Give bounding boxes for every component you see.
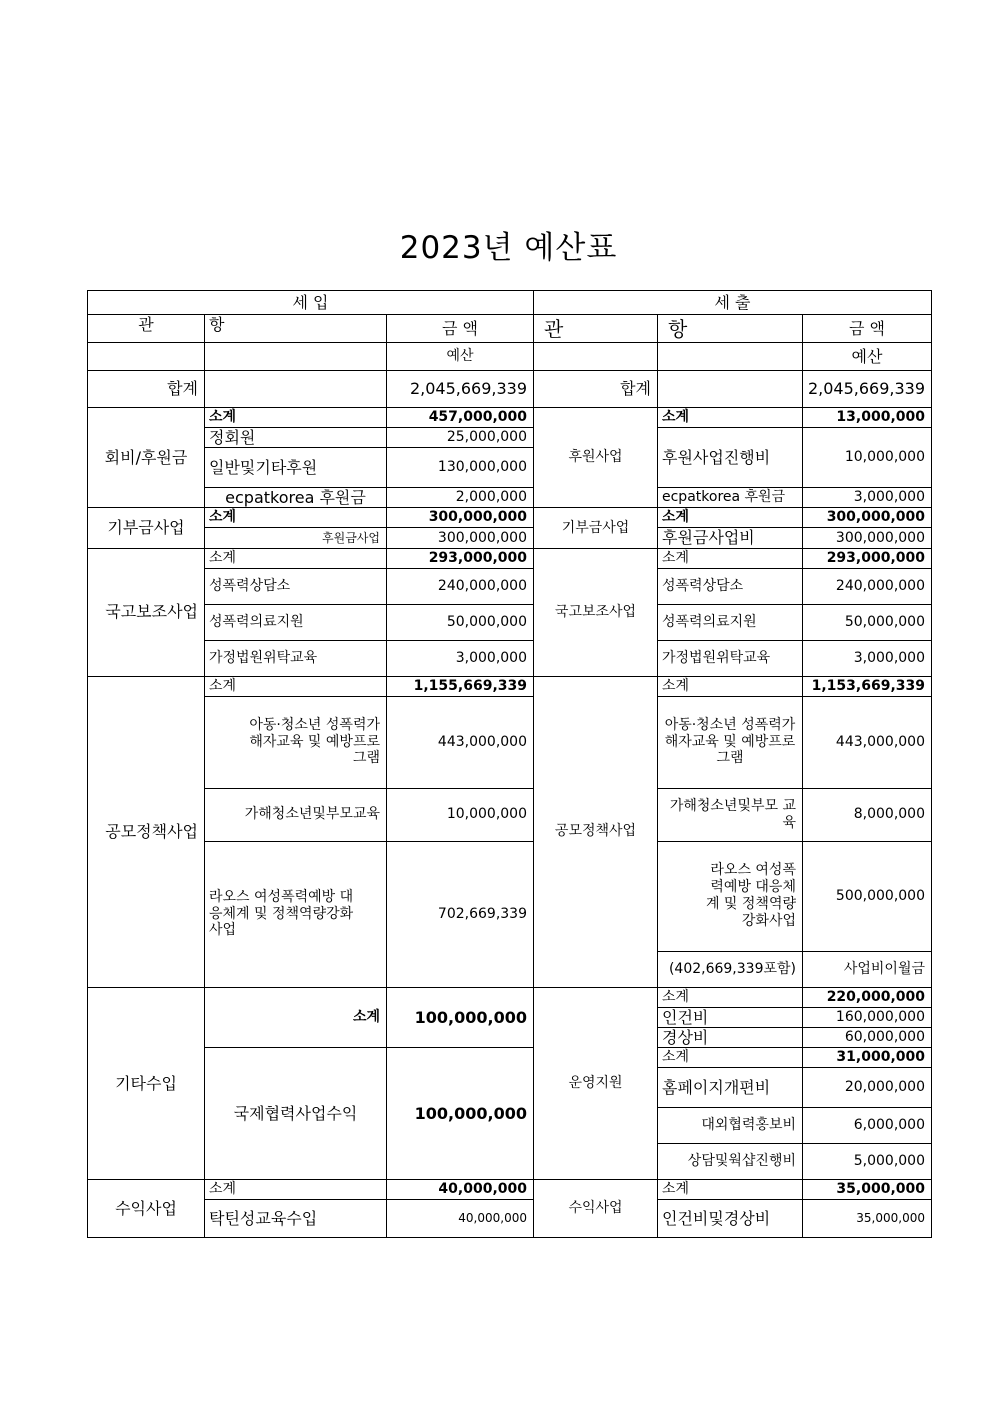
income-hang: ecpatkorea 후원금	[205, 488, 387, 508]
income-amount: 130,000,000	[387, 448, 534, 488]
income-amount: 293,000,000	[387, 548, 534, 568]
income-amount: 100,000,000	[387, 1047, 534, 1179]
expense-amount: 6,000,000	[803, 1107, 932, 1143]
income-hang: 후원금사업	[205, 528, 387, 548]
expense-note: (402,669,339포함)	[658, 951, 803, 987]
income-amount: 25,000,000	[387, 428, 534, 448]
income-amount: 40,000,000	[387, 1179, 534, 1199]
expense-hang: 대외협력홍보비	[658, 1107, 803, 1143]
expense-note: 사업비이월금	[803, 951, 932, 987]
income-hang: 가해청소년및부모교육	[205, 788, 387, 841]
col-gwan-header: 관	[88, 315, 205, 343]
expense-amount: 443,000,000	[803, 696, 932, 788]
col-amount2-header: 금 액	[803, 315, 932, 343]
expense-hang: 소계	[658, 1047, 803, 1067]
expense-hang: 소계	[658, 676, 803, 696]
income-gwan: 공모정책사업	[88, 676, 205, 987]
total-income-amount: 2,045,669,339	[387, 371, 534, 408]
income-amount: 457,000,000	[387, 408, 534, 428]
expense-header: 세 출	[534, 291, 932, 315]
empty-cell	[205, 343, 387, 371]
expense-amount: 5,000,000	[803, 1143, 932, 1179]
total-label: 합계	[534, 371, 658, 408]
expense-amount: 160,000,000	[803, 1007, 932, 1027]
total-label: 합계	[88, 371, 205, 408]
expense-amount: 8,000,000	[803, 788, 932, 841]
income-hang: 아동·청소년 성폭력가해자교육 및 예방프로그램	[205, 696, 387, 788]
income-gwan: 기타수입	[88, 987, 205, 1179]
income-hang: 정회원	[205, 428, 387, 448]
expense-amount: 1,153,669,339	[803, 676, 932, 696]
expense-hang: 소계	[658, 408, 803, 428]
expense-amount: 60,000,000	[803, 1027, 932, 1047]
expense-amount: 35,000,000	[803, 1199, 932, 1237]
expense-amount: 300,000,000	[803, 508, 932, 528]
income-hang: 일반및기타후원	[205, 448, 387, 488]
col-gwan2-header: 관	[534, 315, 658, 343]
expense-hang: 인건비및경상비	[658, 1199, 803, 1237]
expense-hang: ecpatkorea 후원금	[658, 488, 803, 508]
expense-hang: 소계	[658, 508, 803, 528]
expense-hang: 성폭력상담소	[658, 568, 803, 604]
income-gwan: 회비/후원금	[88, 408, 205, 508]
income-amount: 702,669,339	[387, 841, 534, 987]
expense-gwan: 기부금사업	[534, 508, 658, 548]
expense-amount: 300,000,000	[803, 528, 932, 548]
col-hang-header: 항	[205, 315, 387, 343]
expense-amount: 3,000,000	[803, 640, 932, 676]
income-hang: 소계	[205, 548, 387, 568]
income-hang: 소계	[205, 1179, 387, 1199]
expense-hang: 홈페이지개편비	[658, 1067, 803, 1107]
empty-cell	[658, 343, 803, 371]
income-amount: 100,000,000	[387, 987, 534, 1047]
expense-amount: 20,000,000	[803, 1067, 932, 1107]
income-amount: 300,000,000	[387, 528, 534, 548]
expense-hang: 상담및웍샵진행비	[658, 1143, 803, 1179]
expense-hang: 가정법원위탁교육	[658, 640, 803, 676]
expense-hang: 아동·청소년 성폭력가해자교육 및 예방프로그램	[658, 696, 803, 788]
col-hang2-header: 항	[658, 315, 803, 343]
empty-cell	[205, 371, 387, 408]
expense-hang: 소계	[658, 987, 803, 1007]
expense-hang: 후원사업진행비	[658, 428, 803, 488]
income-hang: 성폭력의료지원	[205, 604, 387, 640]
total-expense-amount: 2,045,669,339	[803, 371, 932, 408]
income-amount: 1,155,669,339	[387, 676, 534, 696]
expense-amount: 31,000,000	[803, 1047, 932, 1067]
income-hang: 소계	[205, 508, 387, 528]
expense-amount: 3,000,000	[803, 488, 932, 508]
income-hang: 라오스 여성폭력예방 대응체계 및 정책역량강화사업	[205, 841, 387, 987]
budget-table	[87, 290, 932, 1238]
expense-amount: 240,000,000	[803, 568, 932, 604]
expense-hang: 가해청소년및부모 교육	[658, 788, 803, 841]
income-hang: 소계	[205, 676, 387, 696]
income-amount: 50,000,000	[387, 604, 534, 640]
income-amount: 240,000,000	[387, 568, 534, 604]
empty-cell	[658, 371, 803, 408]
empty-cell	[534, 343, 658, 371]
income-gwan: 수익사업	[88, 1179, 205, 1237]
col-amount-header: 금 액	[387, 315, 534, 343]
expense-hang: 인건비	[658, 1007, 803, 1027]
income-amount: 2,000,000	[387, 488, 534, 508]
income-gwan: 국고보조사업	[88, 548, 205, 676]
income-amount: 3,000,000	[387, 640, 534, 676]
expense-gwan: 국고보조사업	[534, 548, 658, 676]
expense-amount: 10,000,000	[803, 428, 932, 488]
expense-gwan: 후원사업	[534, 408, 658, 508]
income-hang: 탁틴성교육수입	[205, 1199, 387, 1237]
income-hang: 소계	[205, 987, 387, 1047]
expense-amount: 50,000,000	[803, 604, 932, 640]
income-amount: 443,000,000	[387, 696, 534, 788]
income-hang: 가정법원위탁교육	[205, 640, 387, 676]
expense-hang: 성폭력의료지원	[658, 604, 803, 640]
income-hang: 성폭력상담소	[205, 568, 387, 604]
expense-hang: 후원금사업비	[658, 528, 803, 548]
income-hang: 국제협력사업수익	[205, 1047, 387, 1179]
budget-header: 예산	[803, 343, 932, 371]
income-header: 세 입	[88, 291, 534, 315]
expense-gwan: 공모정책사업	[534, 676, 658, 987]
expense-gwan: 수익사업	[534, 1179, 658, 1237]
expense-amount: 13,000,000	[803, 408, 932, 428]
expense-amount: 500,000,000	[803, 841, 932, 951]
expense-gwan: 운영지원	[534, 987, 658, 1179]
expense-hang: 소계	[658, 1179, 803, 1199]
income-hang: 소계	[205, 408, 387, 428]
income-amount: 40,000,000	[387, 1199, 534, 1237]
expense-amount: 35,000,000	[803, 1179, 932, 1199]
empty-cell	[88, 343, 205, 371]
expense-hang: 소계	[658, 548, 803, 568]
budget-header: 예산	[387, 343, 534, 371]
income-gwan: 기부금사업	[88, 508, 205, 548]
income-amount: 300,000,000	[387, 508, 534, 528]
expense-amount: 293,000,000	[803, 548, 932, 568]
expense-hang: 라오스 여성폭력예방 대응체계 및 정책역량강화사업	[658, 841, 803, 951]
expense-hang: 경상비	[658, 1027, 803, 1047]
page-title: 2023년 예산표	[399, 230, 618, 266]
income-amount: 10,000,000	[387, 788, 534, 841]
expense-amount: 220,000,000	[803, 987, 932, 1007]
